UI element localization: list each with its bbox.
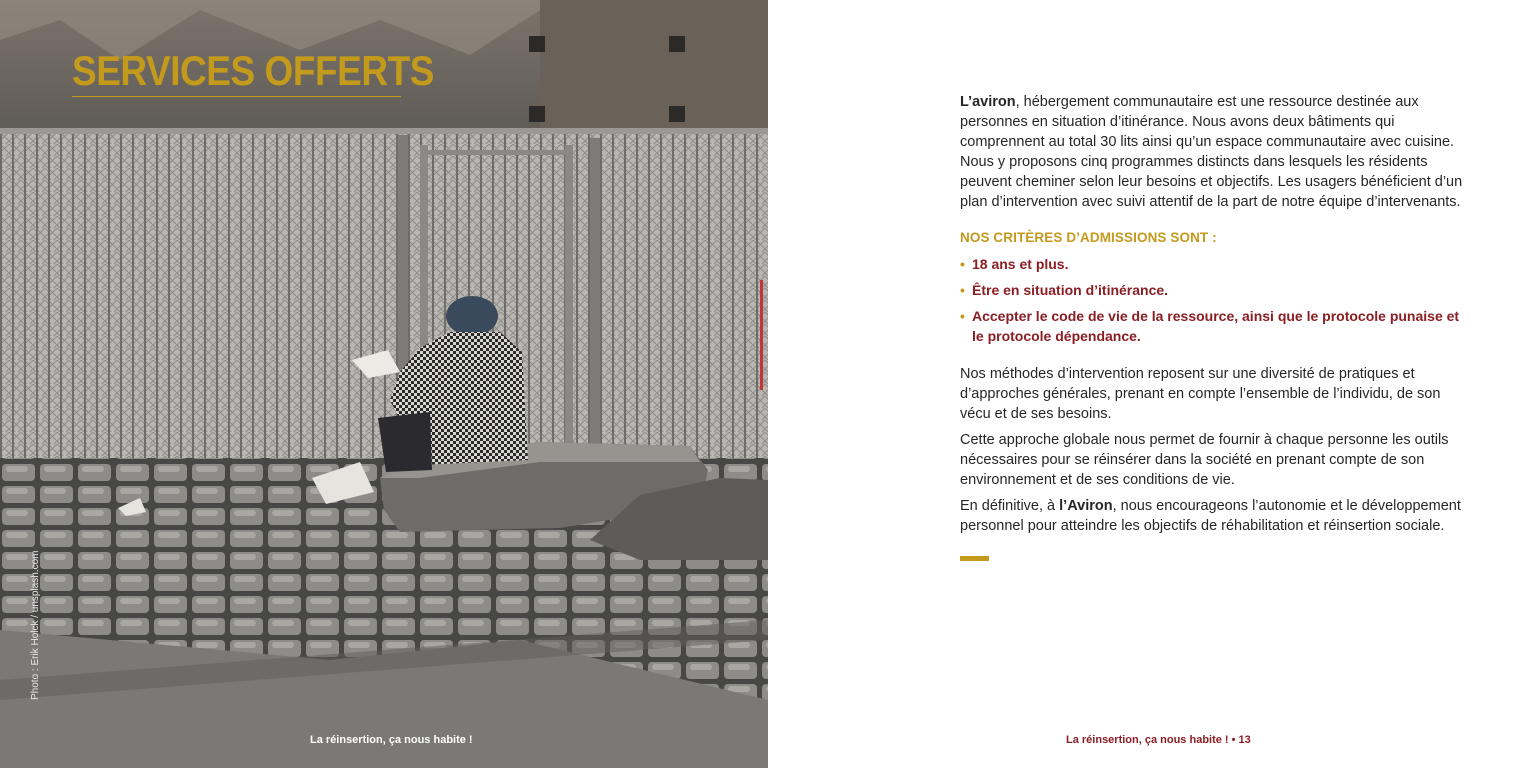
conclusion-start: En définitive, à — [960, 498, 1060, 514]
criteria-item-text: Accepter le code de vie de la ressource, ainsi que le protocole punaise et le protocole dépendance. — [972, 308, 1460, 344]
criteria-heading: NOS CRITÈRES D’ADMISSIONS SONT : — [960, 230, 1217, 245]
left-page-footer: La réinsertion, ça nous habite ! — [310, 734, 473, 746]
criteria-item-text: 18 ans et plus. — [972, 256, 1069, 272]
criteria-item — [960, 254, 1470, 274]
criteria-item — [960, 280, 1470, 300]
criteria-item — [960, 306, 1470, 346]
title-underline — [72, 96, 401, 97]
photo-credit: Photo : Erik Holck / unsplash.com — [30, 550, 41, 700]
text-column — [960, 92, 1470, 561]
page-title: SERVICES OFFERTS — [72, 47, 434, 94]
intro-paragraph — [960, 92, 1470, 212]
conclusion-paragraph — [960, 496, 1470, 536]
bullet-icon: • — [960, 308, 965, 324]
bullet-icon: • — [960, 282, 965, 298]
conclusion-bold: l’Aviron — [1059, 498, 1113, 514]
section-end-mark — [960, 556, 989, 561]
bullet-icon: • — [960, 256, 965, 272]
right-page-footer: La réinsertion, ça nous habite ! • 13 — [1066, 734, 1251, 746]
right-page — [768, 0, 1536, 768]
approach-paragraph: Cette approche globale nous permet de fournir à chaque personne les outils nécessaires pour se réinsérer dans la société en prenant compte de son environnement et de ses conditions de vie. — [960, 432, 1449, 488]
intro-lead-bold: L’aviron — [960, 94, 1016, 110]
conclusion-rest: , nous encourageons l’autonomie et le développement personnel pour atteindre les objectifs de réhabilitation et réinsertion sociale. — [960, 498, 1461, 534]
intro-text: , hébergement communautaire est une ressource destinée aux personnes en situation d’itinérance. Nous avons deux bâtiments qui comprennent au total 30 lits ainsi qu’un espace communautaire avec cuisine. Nous y proposons cinq programmes distincts dans lesquels les résidents peuvent cheminer selon leur besoins et objectifs. Les usagers bénéficient d’un plan d’intervention avec suivi attentif de la part de notre équipe d’intervenants. — [960, 94, 1463, 210]
criteria-list — [960, 254, 1470, 346]
criteria-item-text: Être en situation d’itinérance. — [972, 282, 1169, 298]
methods-paragraph: Nos méthodes d’intervention reposent sur une diversité de pratiques et d’approches générales, prenant en compte l’ensemble de l’individu, de son vécu et de ses besoins. — [960, 366, 1441, 422]
